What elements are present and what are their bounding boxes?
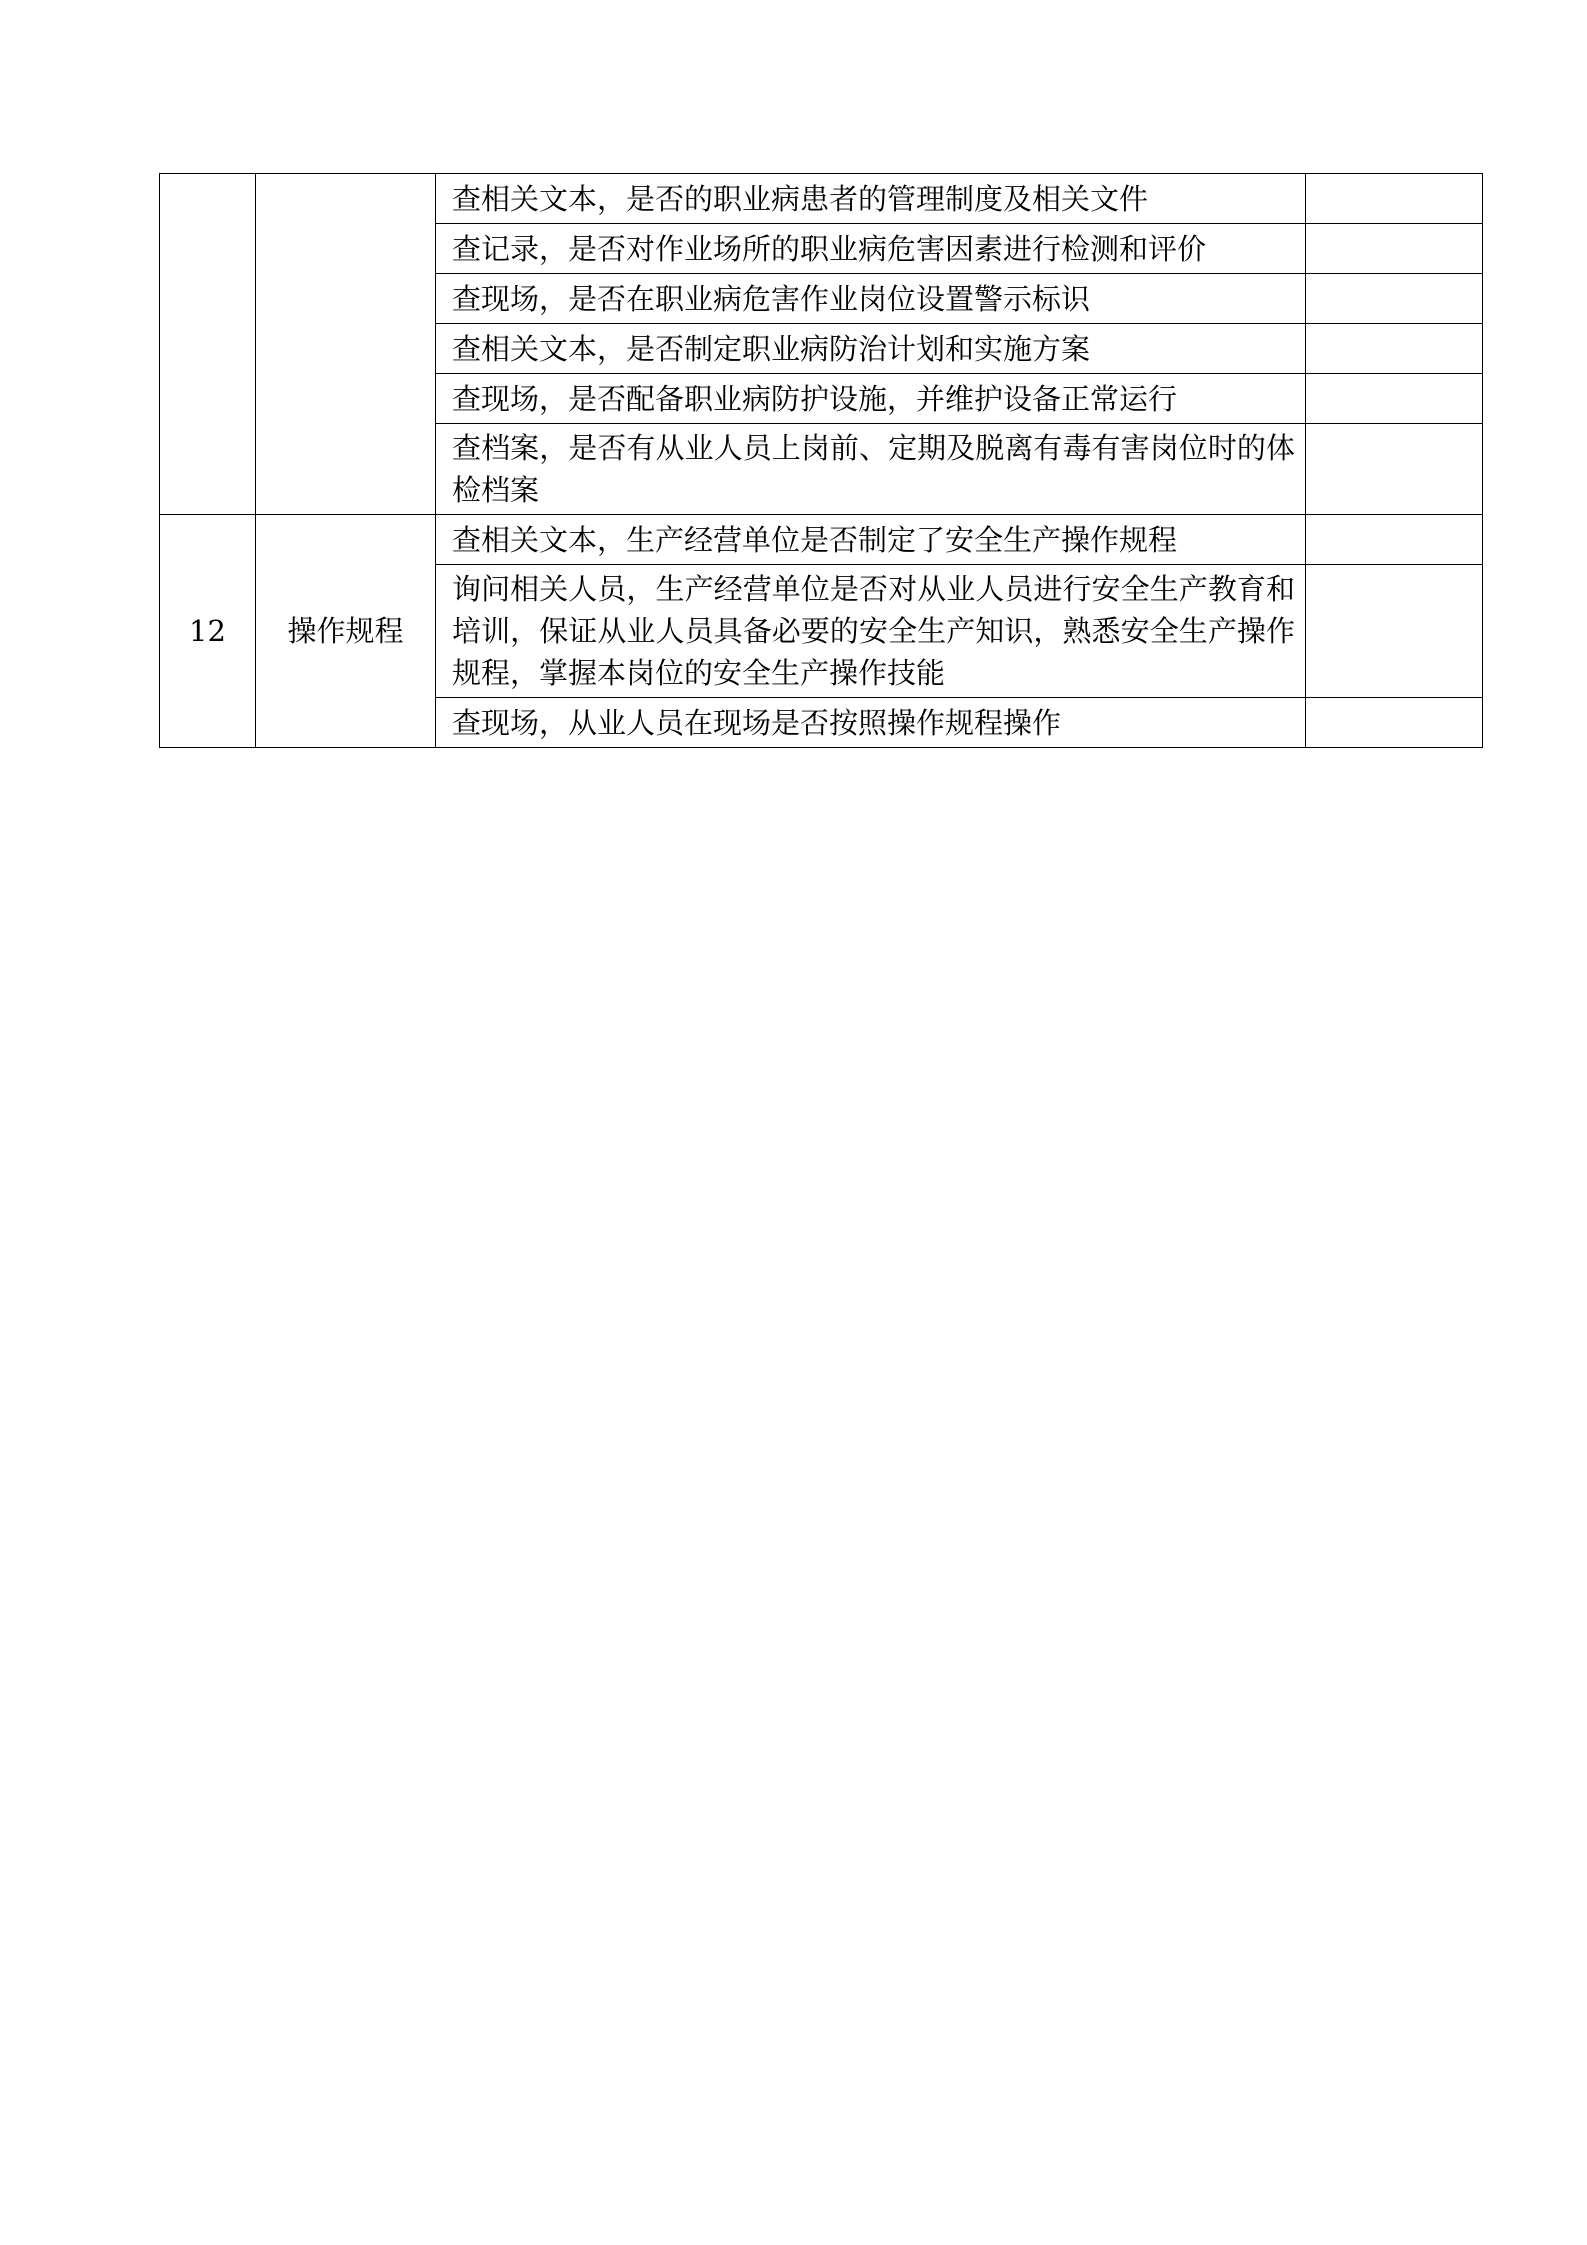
check-content-cell: 查相关文本，是否的职业病患者的管理制度及相关文件 [436, 174, 1306, 224]
result-cell [1306, 565, 1483, 698]
result-cell [1306, 515, 1483, 565]
check-content-cell: 查现场，是否配备职业病防护设施，并维护设备正常运行 [436, 374, 1306, 424]
row-number-cell: 12 [160, 515, 256, 748]
check-item-cell: 操作规程 [256, 515, 436, 748]
table-row [160, 174, 1483, 224]
check-content-cell: 查相关文本，生产经营单位是否制定了安全生产操作规程 [436, 515, 1306, 565]
result-cell [1306, 224, 1483, 274]
result-cell [1306, 174, 1483, 224]
result-cell [1306, 698, 1483, 748]
result-cell [1306, 424, 1483, 515]
inspection-checklist-table [159, 173, 1483, 748]
check-content-cell: 询问相关人员，生产经营单位是否对从业人员进行安全生产教育和培训，保证从业人员具备必要的安全生产知识，熟悉安全生产操作规程，掌握本岗位的安全生产操作技能 [436, 565, 1306, 698]
check-content-cell: 查现场，是否在职业病危害作业岗位设置警示标识 [436, 274, 1306, 324]
result-cell [1306, 374, 1483, 424]
row-number-cell [160, 174, 256, 515]
table-row [160, 515, 1483, 565]
check-content-cell: 查记录，是否对作业场所的职业病危害因素进行检测和评价 [436, 224, 1306, 274]
result-cell [1306, 274, 1483, 324]
check-content-cell: 查相关文本，是否制定职业病防治计划和实施方案 [436, 324, 1306, 374]
check-content-cell: 查现场，从业人员在现场是否按照操作规程操作 [436, 698, 1306, 748]
check-content-cell: 查档案，是否有从业人员上岗前、定期及脱离有毒有害岗位时的体检档案 [436, 424, 1306, 515]
result-cell [1306, 324, 1483, 374]
check-item-cell [256, 174, 436, 515]
